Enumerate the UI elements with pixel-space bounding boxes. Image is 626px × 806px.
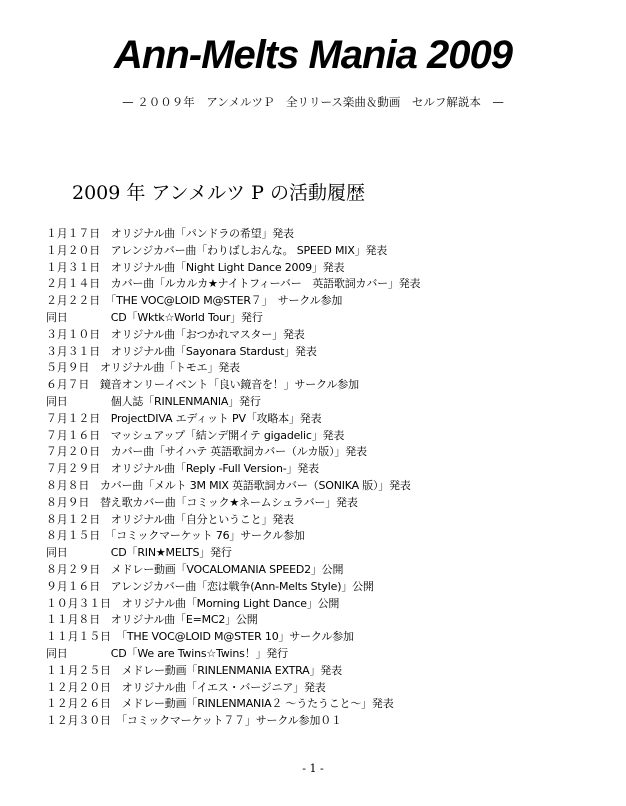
- history-entry: ２月１４日 カバー曲「ルカルカ★ナイトフィーバー 英語歌詞カバー」発表: [46, 277, 421, 291]
- history-entry: １１月８日 オリジナル曲「E=MC2」公開: [46, 613, 258, 627]
- history-entry: １２月２６日 メドレー動画「RINLENMANIA２ ～うたうこと～」発表: [46, 697, 394, 711]
- history-entry: ３月１０日 オリジナル曲「おつかれマスター」発表: [46, 327, 305, 341]
- history-entry: 同日 CD「We are Twins☆Twins！」発行: [46, 646, 288, 660]
- history-entry: ７月１２日 ProjectDIVA エディット PV「攻略本」発表: [46, 411, 322, 425]
- history-entry: ８月２９日 メドレー動画「VOCALOMANIA SPEED2」公開: [46, 562, 344, 576]
- history-entry: ８月８日 カバー曲「メルト 3M MIX 英語歌詞カバー（SONIKA 版）」発表: [46, 478, 411, 492]
- document-title: Ann-Melts Mania 2009: [114, 33, 512, 77]
- history-entry: ７月２９日 オリジナル曲「Reply -Full Version-」発表: [46, 462, 319, 476]
- history-entry: １月３１日 オリジナル曲「Night Light Dance 2009」発表: [46, 260, 345, 274]
- document-subtitle: — ２００９年 アンメルツＰ 全リリース楽曲＆動画 セルフ解説本 —: [122, 95, 504, 109]
- history-entry: ６月７日 鏡音オンリーイベント「良い鏡音を！」サークル参加: [46, 378, 359, 392]
- history-entry: １１月１５日 「THE VOC@LOID M@STER 10」サークル参加: [46, 630, 354, 644]
- history-entry: ８月９日 替え歌カバー曲「コミック★ネームシュラバー」発表: [46, 495, 358, 509]
- history-entry: １２月３０日 「コミックマーケット７７」サークル参加０１: [46, 714, 342, 728]
- activity-history-list: [46, 226, 616, 730]
- history-entry: ９月１６日 アレンジカバー曲「恋は戦争(Ann-Melts Style)」公開: [46, 579, 374, 593]
- history-entry: 同日 個人誌「RINLENMANIA」発行: [46, 394, 261, 408]
- section-heading: 2009 年 アンメルツ P の活動履歴: [72, 182, 365, 204]
- history-entry: ２月２２日 「THE VOC@LOID M@STER７」 サークル参加: [46, 294, 343, 308]
- history-entry: ３月３１日 オリジナル曲「Sayonara Stardust」発表: [46, 344, 317, 358]
- history-entry: ７月２０日 カバー曲「サイハテ 英語歌詞カバー（ルカ版）」発表: [46, 445, 367, 459]
- history-entry: １１月２５日 メドレー動画「RINLENMANIA EXTRA」発表: [46, 663, 342, 677]
- history-entry: ５月９日 オリジナル曲「トモエ」発表: [46, 361, 240, 375]
- history-entry: 同日 CD「RIN★MELTS」発行: [46, 546, 232, 560]
- history-entry: 同日 CD「Wktk☆World Tour」発行: [46, 310, 263, 324]
- page-number: - 1 -: [302, 762, 324, 775]
- history-entry: １２月２０日 オリジナル曲「イエス・バージニア」発表: [46, 680, 326, 694]
- history-entry: ７月１６日 マッシュアップ「結ンデ開イテ gigadelic」発表: [46, 428, 345, 442]
- history-entry: ８月１５日 「コミックマーケット 76」サークル参加: [46, 529, 305, 543]
- history-entry: １月１７日 オリジナル曲「パンドラの希望」発表: [46, 227, 294, 240]
- history-entry: ８月１２日 オリジナル曲「自分ということ」発表: [46, 512, 294, 526]
- history-entry: １月２０日 アレンジカバー曲「わりばしおんな。 SPEED MIX」発表: [46, 243, 388, 257]
- history-entry: １０月３１日 オリジナル曲「Morning Light Dance」公開: [46, 596, 340, 610]
